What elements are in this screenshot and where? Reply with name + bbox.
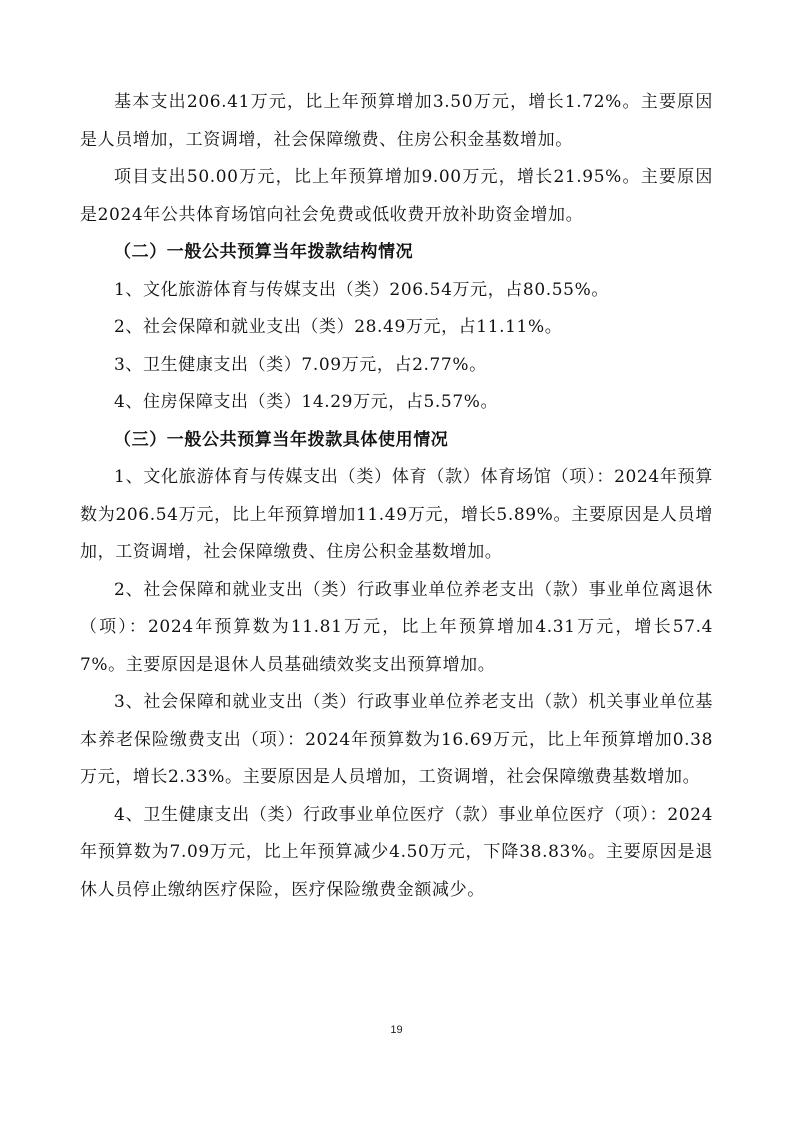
paragraph-usage-sports-venues: 1、文化旅游体育与传媒支出（类）体育（款）体育场馆（项）：2024年预算数为206.54万元，比上年预算增加11.49万元，增长5.89%。主要原因是人员增加，工资调增，社会保障缴费、住房公积金基数增加。: [80, 467, 713, 562]
list-item-culture-tourism-sports: 1、文化旅游体育与传媒支出（类）206.54万元，占80.55%。: [114, 279, 609, 300]
paragraph-usage-medical: 4、卫生健康支出（类）行政事业单位医疗（款）事业单位医疗（项）：2024年预算数为7.09万元，比上年预算减少4.50万元，下降38.83%。主要原因是退休人员停止缴纳医疗保险，医疗保险缴费金额减少。: [80, 804, 713, 900]
section-heading-allocation-usage: （三）一般公共预算当年拨款具体使用情况: [114, 429, 449, 450]
paragraph-usage-retirement: 2、社会保障和就业支出（类）行政事业单位养老支出（款）事业单位离退休（项）：2024年预算数为11.81万元，比上年预算增加4.31万元，增长57.47%。主要原因是退休人员基础绩效奖支出预算增加。: [80, 579, 713, 675]
list-item-health: 3、卫生健康支出（类）7.09万元，占2.77%。: [114, 354, 487, 375]
section-heading-allocation-structure: （二）一般公共预算当年拨款结构情况: [114, 242, 414, 262]
paragraph-usage-pension-insurance: 3、社会保障和就业支出（类）行政事业单位养老支出（款）机关事业单位基本养老保险缴费支出（项）：2024年预算数为16.69万元，比上年预算增加0.38万元，增长2.33%。主要原因是人员增加，工资调增，社会保障缴费基数增加。: [80, 692, 713, 787]
list-item-housing: 4、住房保障支出（类）14.29万元，占5.57%。: [114, 392, 499, 412]
document-body: [80, 84, 713, 909]
page-number: 19: [390, 1024, 403, 1036]
paragraph-project-expenditure: 项目支出50.00万元，比上年预算增加9.00万元，增长21.95%。主要原因是2024年公共体育场馆向社会免费或低收费开放补助资金增加。: [80, 167, 713, 225]
paragraph-basic-expenditure: 基本支出206.41万元，比上年预算增加3.50万元，增长1.72%。主要原因是人员增加，工资调增，社会保障缴费、住房公积金基数增加。: [80, 92, 713, 150]
list-item-social-security: 2、社会保障和就业支出（类）28.49万元，占11.11%。: [114, 317, 563, 337]
